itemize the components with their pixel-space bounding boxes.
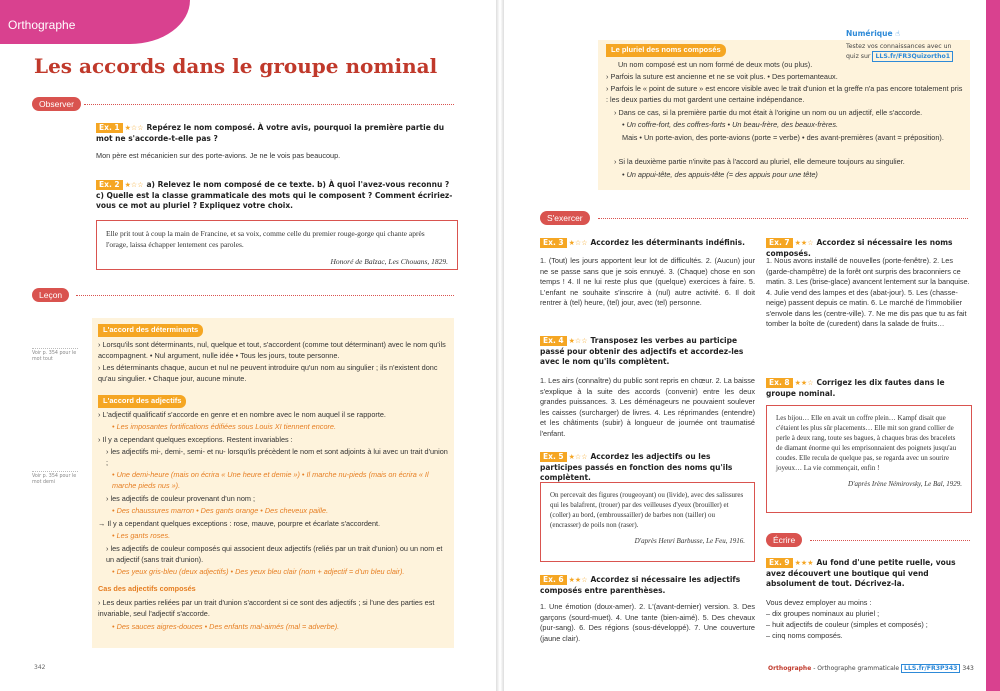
rule-text: Mais • Un porte-avion, des porte-avions (porte = verbe) • des avant-premières (avant = préposition). xyxy=(622,133,944,142)
lesson-example: • Les gants roses. xyxy=(112,531,171,540)
lesson-example: • Des yeux gris-bleu (deux adjectifs) • Des yeux bleu clair (nom + adjectif = d'un bleu clair). xyxy=(112,567,405,576)
exercise-question: Au fond d'une petite ruelle, vous avez découvert une boutique qui vend absolument de tout. Décrivez-la. xyxy=(766,558,956,588)
lesson-text: › les adjectifs mi-, demi-, semi- et nu- lorsqu'ils précèdent le nom et sont adjoints à lui avec un trait d'union ; xyxy=(106,447,448,467)
exercise-text: Vous devez employer au moins : xyxy=(766,598,872,607)
section-ecrire: Écrire xyxy=(766,533,802,547)
lesson-example: • Des sauces aigres-douces • Des enfants mal-aimés (mal = adverbe). xyxy=(112,622,340,631)
page-number-right: 343 xyxy=(962,665,974,672)
quote-source: D'après Henri Barbusse, Le Feu, 1916. xyxy=(634,537,745,545)
numerique-heading xyxy=(846,29,900,38)
exercise-number: Ex. 1 xyxy=(96,123,123,133)
difficulty-stars: ★★☆ xyxy=(794,379,814,387)
difficulty-stars: ★★☆ xyxy=(568,576,588,584)
exercise-4 xyxy=(540,336,755,368)
right-pink-band xyxy=(986,0,1000,691)
quote-text: Elle prit tout à coup la main de Francine, et sa voix, comme celle du premier rouge-gorge qui chante après l'orage, laissa échapper lentement ces paroles. xyxy=(106,229,425,249)
rule-text: › Si la deuxième partie n'invite pas à l'accord au pluriel, elle demeure toujours au singulier. xyxy=(614,157,905,166)
exercise-question: Transposez les verbes au participe passé pour obtenir des adjectifs et accordez-les avec le nom qu'ils complètent. xyxy=(540,336,744,366)
lesson-example: • Les imposantes fortifications édifiées sous Louis XI tiennent encore. xyxy=(112,422,337,431)
rule-text: Un nom composé est un nom formé de deux mots (ou plus). xyxy=(618,60,813,69)
side-note: Voir p. 354 pour le mot tout xyxy=(32,348,78,363)
difficulty-stars: ★☆☆ xyxy=(568,453,588,461)
lesson-text: › les adjectifs de couleur provenant d'un nom ; xyxy=(106,494,256,503)
rule-text: › Parfois la suture est ancienne et ne se voit plus. • Des portemanteaux. xyxy=(606,72,838,81)
section-exercer: S'exercer xyxy=(540,211,590,225)
lesson-heading xyxy=(98,324,448,337)
lesson-example: • Une demi-heure (mais on écrira « Une heure et demie ») • Il marche nu-pieds (mais on écrira « Il marche pieds nus »). xyxy=(112,470,429,490)
difficulty-stars: ★☆☆ xyxy=(124,124,144,132)
exercise-number: Ex. 4 xyxy=(540,336,567,346)
exercise-question: Accordez si nécessaire les noms composés. xyxy=(766,238,953,258)
lesson-text: › Les deux parties reliées par un trait d'union s'accordent si ce sont des adjectifs ; si l'une des parties est invariable, seul l'adjectif s'accorde. xyxy=(98,598,435,618)
exercise-3 xyxy=(540,238,755,249)
quote-box xyxy=(96,220,458,270)
rule-text: › Dans ce cas, si la première partie du mot était à l'origine un nom ou un adjectif, elle s'accorde. xyxy=(614,108,923,117)
lesson-subheading: Cas des adjectifs composés xyxy=(98,584,196,593)
numerique-desc: Testez vos connaissances avec un quiz sur xyxy=(846,43,952,60)
exercise-question: Accordez les déterminants indéfinis. xyxy=(590,238,745,247)
difficulty-stars: ★★☆ xyxy=(794,239,814,247)
book-gutter xyxy=(496,0,504,691)
exercise-2 xyxy=(96,180,456,212)
lesson-text: › Les déterminants chaque, aucun et nul ne peuvent introduire qu'un nom au singulier ; ils n'existent donc qu'au singulier. • Chaque jour, aucune minute. xyxy=(98,363,438,383)
lesson-subhead: L'accord des déterminants xyxy=(98,324,203,337)
page-title: Les accords dans le groupe nominal xyxy=(34,54,438,78)
rule-subhead: Le pluriel des noms composés xyxy=(606,44,726,57)
lesson-text: › L'adjectif qualificatif s'accorde en genre et en nombre avec le nom auquel il se rapporte. xyxy=(98,410,386,419)
exercise-text: – cinq noms composés. xyxy=(766,631,843,640)
exercise-number: Ex. 2 xyxy=(96,180,123,190)
quiz-link[interactable]: LLS.fr/FR3Quizortho1 xyxy=(872,51,953,62)
lesson-text: › Lorsqu'ils sont déterminants, nul, quelque et tout, s'accordent (comme tout déterminant) avec le nom qu'ils accompagnent. • Nul argument, nulle idée • Tous les jours, toute personne. xyxy=(98,340,446,360)
exercise-1 xyxy=(96,123,456,144)
exercise-8 xyxy=(766,378,972,399)
page-number-left: 342 xyxy=(34,664,46,671)
numerique-text xyxy=(846,42,964,62)
exercise-text: – huit adjectifs de couleur (simples et composés) ; xyxy=(766,620,928,629)
exercise-number: Ex. 6 xyxy=(540,575,567,585)
section-divider xyxy=(598,218,968,219)
exercise-question: a) Relevez le nom composé de ce texte. b) À quoi l'avez-vous reconnu ? c) Quelle est la classe grammaticale des mots qui le composent ? Comment écririez-vous ce mot au pluriel ? Expliquez votre choix. xyxy=(96,180,453,210)
touch-icon: ☝ xyxy=(895,29,900,38)
exercise-6 xyxy=(540,575,755,596)
difficulty-stars: ★☆☆ xyxy=(568,337,588,345)
section-divider xyxy=(84,104,454,105)
lesson-subhead: L'accord des adjectifs xyxy=(98,395,186,408)
exercise-text: 1. Une émotion (doux-amer). 2. L'(avant-dernier) version. 3. Des garçons (sourd-muet). 4. Une tante (bien-aimé). 5. Des chevaux (pur-sang). 6. Des régions (sous-développé). 7. Une couverture (jaune clair). xyxy=(540,602,755,643)
footer-subtitle: - Orthographe grammaticale xyxy=(813,665,900,672)
rule-example: • Un appui-tête, des appuis-tête (= des appuis pour une tête) xyxy=(622,170,818,179)
section-divider xyxy=(76,295,454,296)
section-divider xyxy=(810,540,970,541)
exercise-text: 1. Nous avons installé de nouvelles (porte-fenêtre). 2. Les (garde-champêtre) de la forêt ont surpris des braconniers ce matin. 3. Les (brise-glace) avancent lentement sur la banquise. 4. Julie vend des lampes et des (abat-jour). 5. Les (chasse-neige) passent depuis ce matin. 6. Le marché de l'immobilier s'envole dans les (centre-ville). 7. Ne me dis pas que tu as fait tomber la boîte de (curedent) dans la salade de fruits… xyxy=(766,256,970,328)
numerique-title: Numérique xyxy=(846,29,893,38)
footer-chapter: Orthographe xyxy=(768,665,812,672)
lesson-text: › les adjectifs de couleur composés qui associent deux adjectifs (reliés par un trait d'union) ou un nom et un adjectif (sans trait d'union). xyxy=(106,544,443,564)
difficulty-stars: ★☆☆ xyxy=(568,239,588,247)
exercise-9 xyxy=(766,558,972,590)
exercise-text: 1. Les airs (connaître) du public sont repris en chœur. 2. La baisse s'explique à la suite des accords (convenir) entre les deux grandes puissances. 3. Les déménageurs ne pouvaient soulever les caisses (surcharger) de livres. 4. Les réprimandes (entendre) et les châtiments (subir) à longueur de journée ont traumatisé l'enfant. xyxy=(540,376,755,438)
lesson-text: › Il y a cependant quelques exceptions. Restent invariables : xyxy=(98,435,293,444)
lesson-text: → Il y a cependant quelques exceptions : rose, mauve, pourpre et écarlate s'accordent. xyxy=(98,519,381,528)
footer-link[interactable]: LLS.fr/FR3P343 xyxy=(901,664,960,673)
page-footer-right xyxy=(768,664,974,673)
exercise-question: Accordez les adjectifs ou les participes passés en fonction des noms qu'ils complètent. xyxy=(540,452,733,482)
lesson-heading xyxy=(98,395,448,408)
exercise-text: Mon père est mécanicien sur des porte-avions. Je ne le vois pas beaucoup. xyxy=(96,151,341,160)
rule-text: › Parfois le « point de suture » est encore visible avec le trait d'union et la greffe n'a pas encore totalement pris : les deux parties du mot gardent une certaine indépendance. xyxy=(606,84,963,104)
rule-example: • Un coffre-fort, des coffres-forts • Un beau-frère, des beaux-frères. xyxy=(622,120,838,129)
quote-text: On percevait des figures (rougeoyant) ou (livide), avec des salissures qui les balafrent, (trouer) par des veilleuses d'yeux (brouiller) et (coller) au bord, (embroussailler) de barbes non (tailler) ou (encrasser) de poils non (raser). xyxy=(550,491,744,529)
section-lecon: Leçon xyxy=(32,288,69,302)
exercise-question: Repérez le nom composé. À votre avis, pourquoi la première partie du mot ne s'accorde-t-elle pas ? xyxy=(96,123,445,143)
difficulty-stars: ★☆☆ xyxy=(124,181,144,189)
exercise-5 xyxy=(540,452,755,484)
exercise-question: Accordez si nécessaire les adjectifs composés entre parenthèses. xyxy=(540,575,741,595)
exercise-text: 1. (Tout) les jours apportent leur lot de difficultés. 2. (Aucun) jour ne se passe sans que je sois ennuyé. 3. (Chaque) chose en son temps ! 4. Il ne lui reste plus que (quelque) exercices à faire. 5. L'enfant ne souhaite s'inscrire à (nul) autre activité. 6. Il doit rentrer à (tel) heure, (tel) jour, avec (tel) personne. xyxy=(540,256,755,307)
quote-box xyxy=(540,482,755,562)
exercise-number: Ex. 9 xyxy=(766,558,793,568)
difficulty-stars: ★★★ xyxy=(794,559,814,567)
quote-text: Les bijou… Elle en avait un coffre plein… Kampf disait que c'étaient les plus sûr placements… Elle mit son grand collier de perle à deux rang, toute ses bagues, à chaques bras des bracelets de diamant énorme qui les emprisonnaient des poignets jusqu'au coudes. Elle recula de quelque pas, se regarda avec un sourire joyeux… La vie commençait, enfin ! xyxy=(776,414,957,472)
quote-source: D'après Irène Némirovsky, Le Bal, 1929. xyxy=(848,480,962,488)
exercise-text: – dix groupes nominaux au pluriel ; xyxy=(766,609,880,618)
exercise-question: Corrigez les dix fautes dans le groupe nominal. xyxy=(766,378,945,398)
chapter-tab: Orthographe xyxy=(8,18,76,32)
exercise-number: Ex. 3 xyxy=(540,238,567,248)
exercise-number: Ex. 5 xyxy=(540,452,567,462)
exercise-number: Ex. 8 xyxy=(766,378,793,388)
side-note: Voir p. 354 pour le mot demi xyxy=(32,471,78,486)
lesson-example: • Des chaussures marron • Des gants orange • Des cheveux paille. xyxy=(112,506,329,515)
quote-box xyxy=(766,405,972,513)
section-observer: Observer xyxy=(32,97,81,111)
exercise-number: Ex. 7 xyxy=(766,238,793,248)
quote-source: Honoré de Balzac, Les Chouans, 1829. xyxy=(330,257,448,266)
